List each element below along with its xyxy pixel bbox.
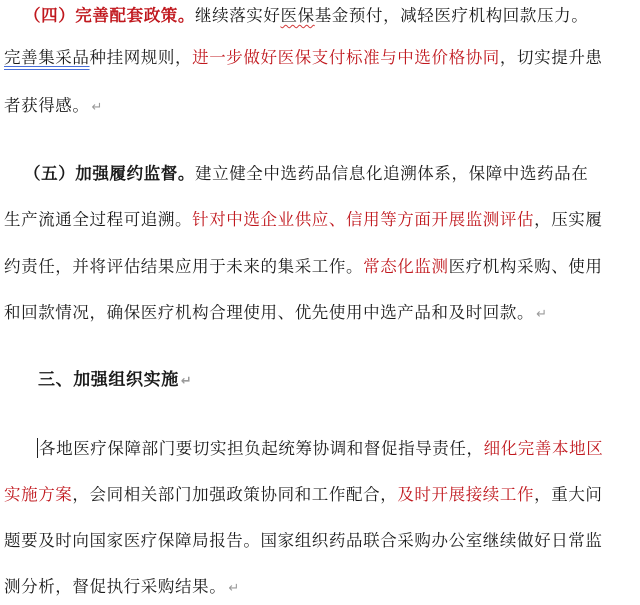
p6-line-3: 题要及时向国家医疗保障局报告。国家组织药品联合采购办公室继续做好日常监 (4, 531, 603, 550)
p6-line-1: 各地医疗保障部门要切实担负起统筹协调和督促指导责任，细化完善本地区 (39, 439, 604, 458)
p4-line-3: 者获得感。 ↵ (4, 96, 103, 115)
p4-line-1: （四）完善配套政策。继续落实好医保基金预付，减轻医疗机构回款压力。 (24, 6, 589, 25)
p4-line-2: 完善集采品种挂网规则，进一步做好医保支付标准与中选价格协同，切实提升患 (4, 48, 603, 67)
section-title: 三、加强组织实施 ↵ (38, 370, 193, 390)
p5-line-2: 生产流通全过程可追溯。针对中选企业供应、信用等方面开展监测评估，压实履 (4, 210, 603, 229)
p5-heading: （五）加强履约监督。 (24, 164, 195, 183)
p6-highlight-3: 及时开展接续工作 (397, 485, 535, 504)
spellcheck-underline: 医保 (280, 6, 315, 25)
text-cursor (37, 438, 38, 458)
paragraph-mark-icon: ↵ (536, 307, 548, 322)
p4-heading: （四）完善配套政策。 (24, 6, 195, 25)
p6-highlight-2: 实施方案 (4, 485, 73, 504)
paragraph-mark-icon: ↵ (228, 581, 240, 596)
p5-line-1: （五）加强履约监督。建立健全中选药品信息化追溯体系，保障中选药品在 (24, 164, 589, 183)
p5-highlight-2: 常态化监测 (363, 257, 449, 276)
p6-line-2: 实施方案，会同相关部门加强政策协同和工作配合，及时开展接续工作，重大问 (4, 485, 603, 504)
p4-highlight: 进一步做好医保支付标准与中选价格协同 (192, 48, 500, 67)
p6-highlight-1: 细化完善本地区 (483, 439, 604, 458)
p5-line-4: 和回款情况，确保医疗机构合理使用、优先使用中选产品和及时回款。 ↵ (4, 303, 548, 322)
p5-line-3: 约责任，并将评估结果应用于未来的集采工作。常态化监测医疗机构采购、使用 (4, 257, 603, 276)
grammar-underline: 完善集采品 (4, 48, 90, 67)
p5-highlight-1: 针对中选企业供应、信用等方面开展监测评估 (192, 210, 535, 229)
p6-line-4: 测分析，督促执行采购结果。 ↵ (4, 577, 240, 596)
paragraph-mark-icon: ↵ (180, 374, 193, 389)
paragraph-mark-icon: ↵ (91, 100, 103, 115)
